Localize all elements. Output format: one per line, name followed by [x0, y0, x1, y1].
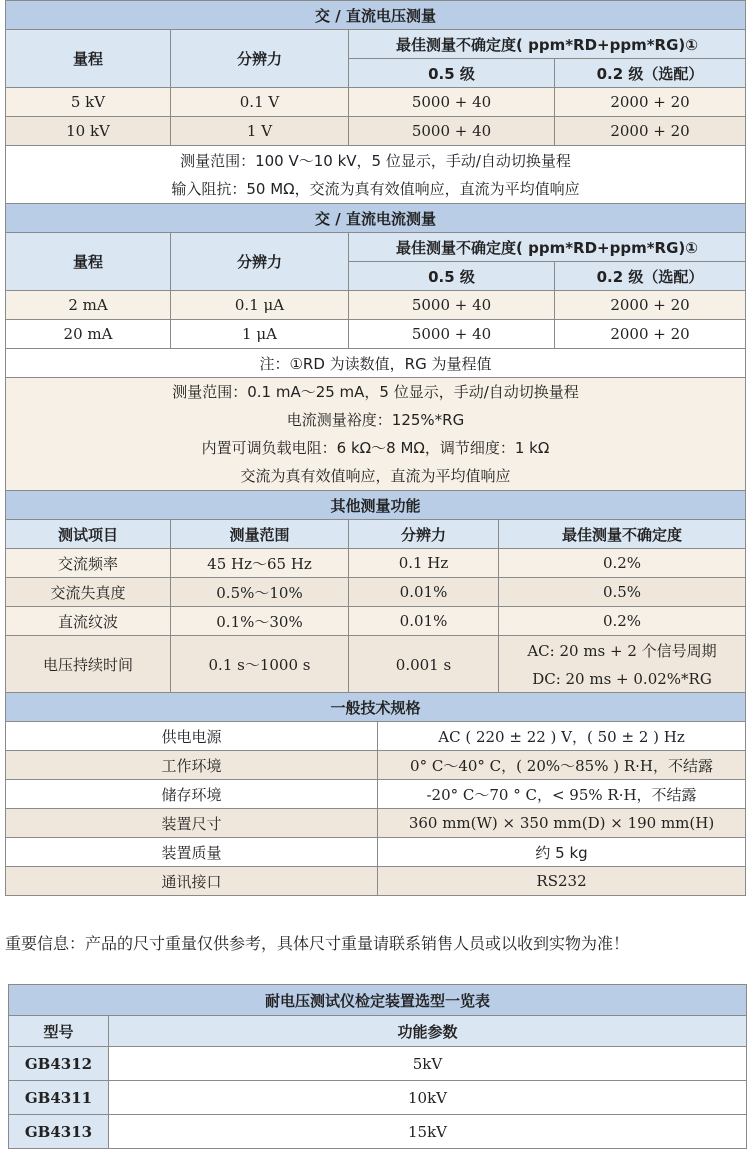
grade02-cell: 2000 + 20	[555, 88, 746, 117]
table-row	[6, 607, 746, 636]
range-cell: 0.5%～10%	[171, 578, 349, 607]
selection-title: 耐电压测试仪检定装置选型一览表	[9, 985, 747, 1016]
general-title: 一般技术规格	[6, 693, 746, 722]
param-cell: 10kV	[109, 1081, 747, 1115]
spec-value: 约 5 kg	[378, 838, 746, 867]
uncertainty-cell	[499, 636, 746, 694]
range-cell: 0.1%～30%	[171, 607, 349, 636]
spec-value: AC ( 220 ± 22 ) V，( 50 ± 2 ) Hz	[378, 722, 746, 751]
table-row	[6, 751, 746, 780]
param-cell: 5kV	[109, 1047, 747, 1081]
current-grade-02: 0.2 级（选配）	[555, 262, 746, 291]
table-row	[9, 1081, 747, 1115]
voltage-table	[5, 0, 746, 204]
spec-label: 储存环境	[6, 780, 378, 809]
table-row	[6, 838, 746, 867]
voltage-grade-05: 0.5 级	[349, 59, 555, 88]
other-functions-table	[5, 490, 746, 694]
note-line: 测量范围：0.1 mA～25 mA，5 位显示，手动/自动切换量程	[172, 383, 579, 401]
table-row	[6, 88, 746, 117]
resolution-cell: 0.001 s	[349, 636, 499, 694]
resolution-cell: 0.1 μA	[171, 291, 349, 320]
table-row	[6, 117, 746, 146]
spec-label: 装置尺寸	[6, 809, 378, 838]
current-title: 交 / 直流电流测量	[6, 204, 746, 233]
note-line: 交流为真有效值响应，直流为平均值响应	[240, 467, 511, 485]
resolution-cell: 0.1 V	[171, 88, 349, 117]
resolution-cell: 1 V	[171, 117, 349, 146]
item-cell: 交流失真度	[6, 578, 171, 607]
item-cell: 直流纹波	[6, 607, 171, 636]
range-cell: 5 kV	[6, 88, 171, 117]
voltage-title: 交 / 直流电压测量	[6, 1, 746, 30]
table-row	[6, 867, 746, 896]
grade05-cell: 5000 + 40	[349, 320, 555, 349]
resolution-cell: 0.01%	[349, 578, 499, 607]
uncertainty-ac: AC: 20 ms + 2 个信号周期	[527, 641, 717, 660]
resolution-cell: 0.1 Hz	[349, 549, 499, 578]
current-col-uncertainty: 最佳测量不确定度( ppm*RD+ppm*RG)①	[349, 233, 746, 262]
item-cell: 交流频率	[6, 549, 171, 578]
voltage-col-resolution: 分辨力	[171, 30, 349, 88]
selection-col-params: 功能参数	[109, 1016, 747, 1047]
other-col-resolution: 分辨力	[349, 520, 499, 549]
uncertainty-cell: 0.5%	[499, 578, 746, 607]
general-spec-table	[5, 692, 746, 896]
range-cell: 45 Hz～65 Hz	[171, 549, 349, 578]
grade05-cell: 5000 + 40	[349, 291, 555, 320]
note-line: 测量范围：100 V～10 kV，5 位显示，手动/自动切换量程	[180, 151, 571, 170]
current-col-resolution: 分辨力	[171, 233, 349, 291]
model-cell: GB4312	[9, 1047, 109, 1081]
other-col-item: 测试项目	[6, 520, 171, 549]
spec-label: 工作环境	[6, 751, 378, 780]
range-cell: 2 mA	[6, 291, 171, 320]
table-row	[9, 1115, 747, 1149]
resolution-cell: 1 μA	[171, 320, 349, 349]
other-title: 其他测量功能	[6, 491, 746, 520]
item-cell: 电压持续时间	[6, 636, 171, 694]
uncertainty-dc: DC: 20 ms + 0.02%*RG	[532, 669, 712, 688]
table-row	[6, 636, 746, 694]
grade02-cell: 2000 + 20	[555, 291, 746, 320]
grade02-cell: 2000 + 20	[555, 117, 746, 146]
note-line: 内置可调负载电阻：6 kΩ～8 MΩ，调节细度：1 kΩ	[201, 439, 550, 457]
selection-col-model: 型号	[9, 1016, 109, 1047]
current-grade-05: 0.5 级	[349, 262, 555, 291]
param-cell: 15kV	[109, 1115, 747, 1149]
current-table	[5, 203, 746, 491]
spec-label: 装置质量	[6, 838, 378, 867]
voltage-col-range: 量程	[6, 30, 171, 88]
spec-value: RS232	[378, 867, 746, 896]
note-line: 输入阻抗：50 MΩ，交流为真有效值响应，直流为平均值响应	[171, 179, 580, 198]
grade02-cell: 2000 + 20	[555, 320, 746, 349]
current-col-range: 量程	[6, 233, 171, 291]
voltage-grade-02: 0.2 级（选配）	[555, 59, 746, 88]
table-row	[6, 722, 746, 751]
grade05-cell: 5000 + 40	[349, 117, 555, 146]
range-cell: 20 mA	[6, 320, 171, 349]
spec-value: -20° C～70 ° C，< 95% R·H，不结露	[378, 780, 746, 809]
table-row	[6, 780, 746, 809]
voltage-col-uncertainty: 最佳测量不确定度( ppm*RD+ppm*RG)①	[349, 30, 746, 59]
current-footnote: 注：①RD 为读数值，RG 为量程值	[6, 349, 746, 378]
grade05-cell: 5000 + 40	[349, 88, 555, 117]
table-row	[6, 549, 746, 578]
selection-table	[8, 984, 747, 1149]
model-cell: GB4313	[9, 1115, 109, 1149]
table-row	[6, 291, 746, 320]
table-row	[9, 1047, 747, 1081]
spec-label: 通讯接口	[6, 867, 378, 896]
note-line: 电流测量裕度：125%*RG	[286, 411, 465, 429]
table-row	[6, 809, 746, 838]
important-note: 重要信息：产品的尺寸重量仅供参考，具体尺寸重量请联系销售人员或以收到实物为准！	[5, 934, 630, 953]
model-cell: GB4311	[9, 1081, 109, 1115]
other-col-range: 测量范围	[171, 520, 349, 549]
range-cell: 0.1 s～1000 s	[171, 636, 349, 694]
other-col-uncertainty: 最佳测量不确定度	[499, 520, 746, 549]
spec-label: 供电电源	[6, 722, 378, 751]
table-row	[6, 578, 746, 607]
table-row	[6, 320, 746, 349]
spec-value: 360 mm(W) × 350 mm(D) × 190 mm(H)	[378, 809, 746, 838]
current-notes	[6, 378, 746, 491]
uncertainty-cell: 0.2%	[499, 607, 746, 636]
resolution-cell: 0.01%	[349, 607, 499, 636]
uncertainty-cell: 0.2%	[499, 549, 746, 578]
voltage-notes	[6, 146, 746, 204]
spec-value: 0° C～40° C，( 20%～85% ) R·H，不结露	[378, 751, 746, 780]
range-cell: 10 kV	[6, 117, 171, 146]
